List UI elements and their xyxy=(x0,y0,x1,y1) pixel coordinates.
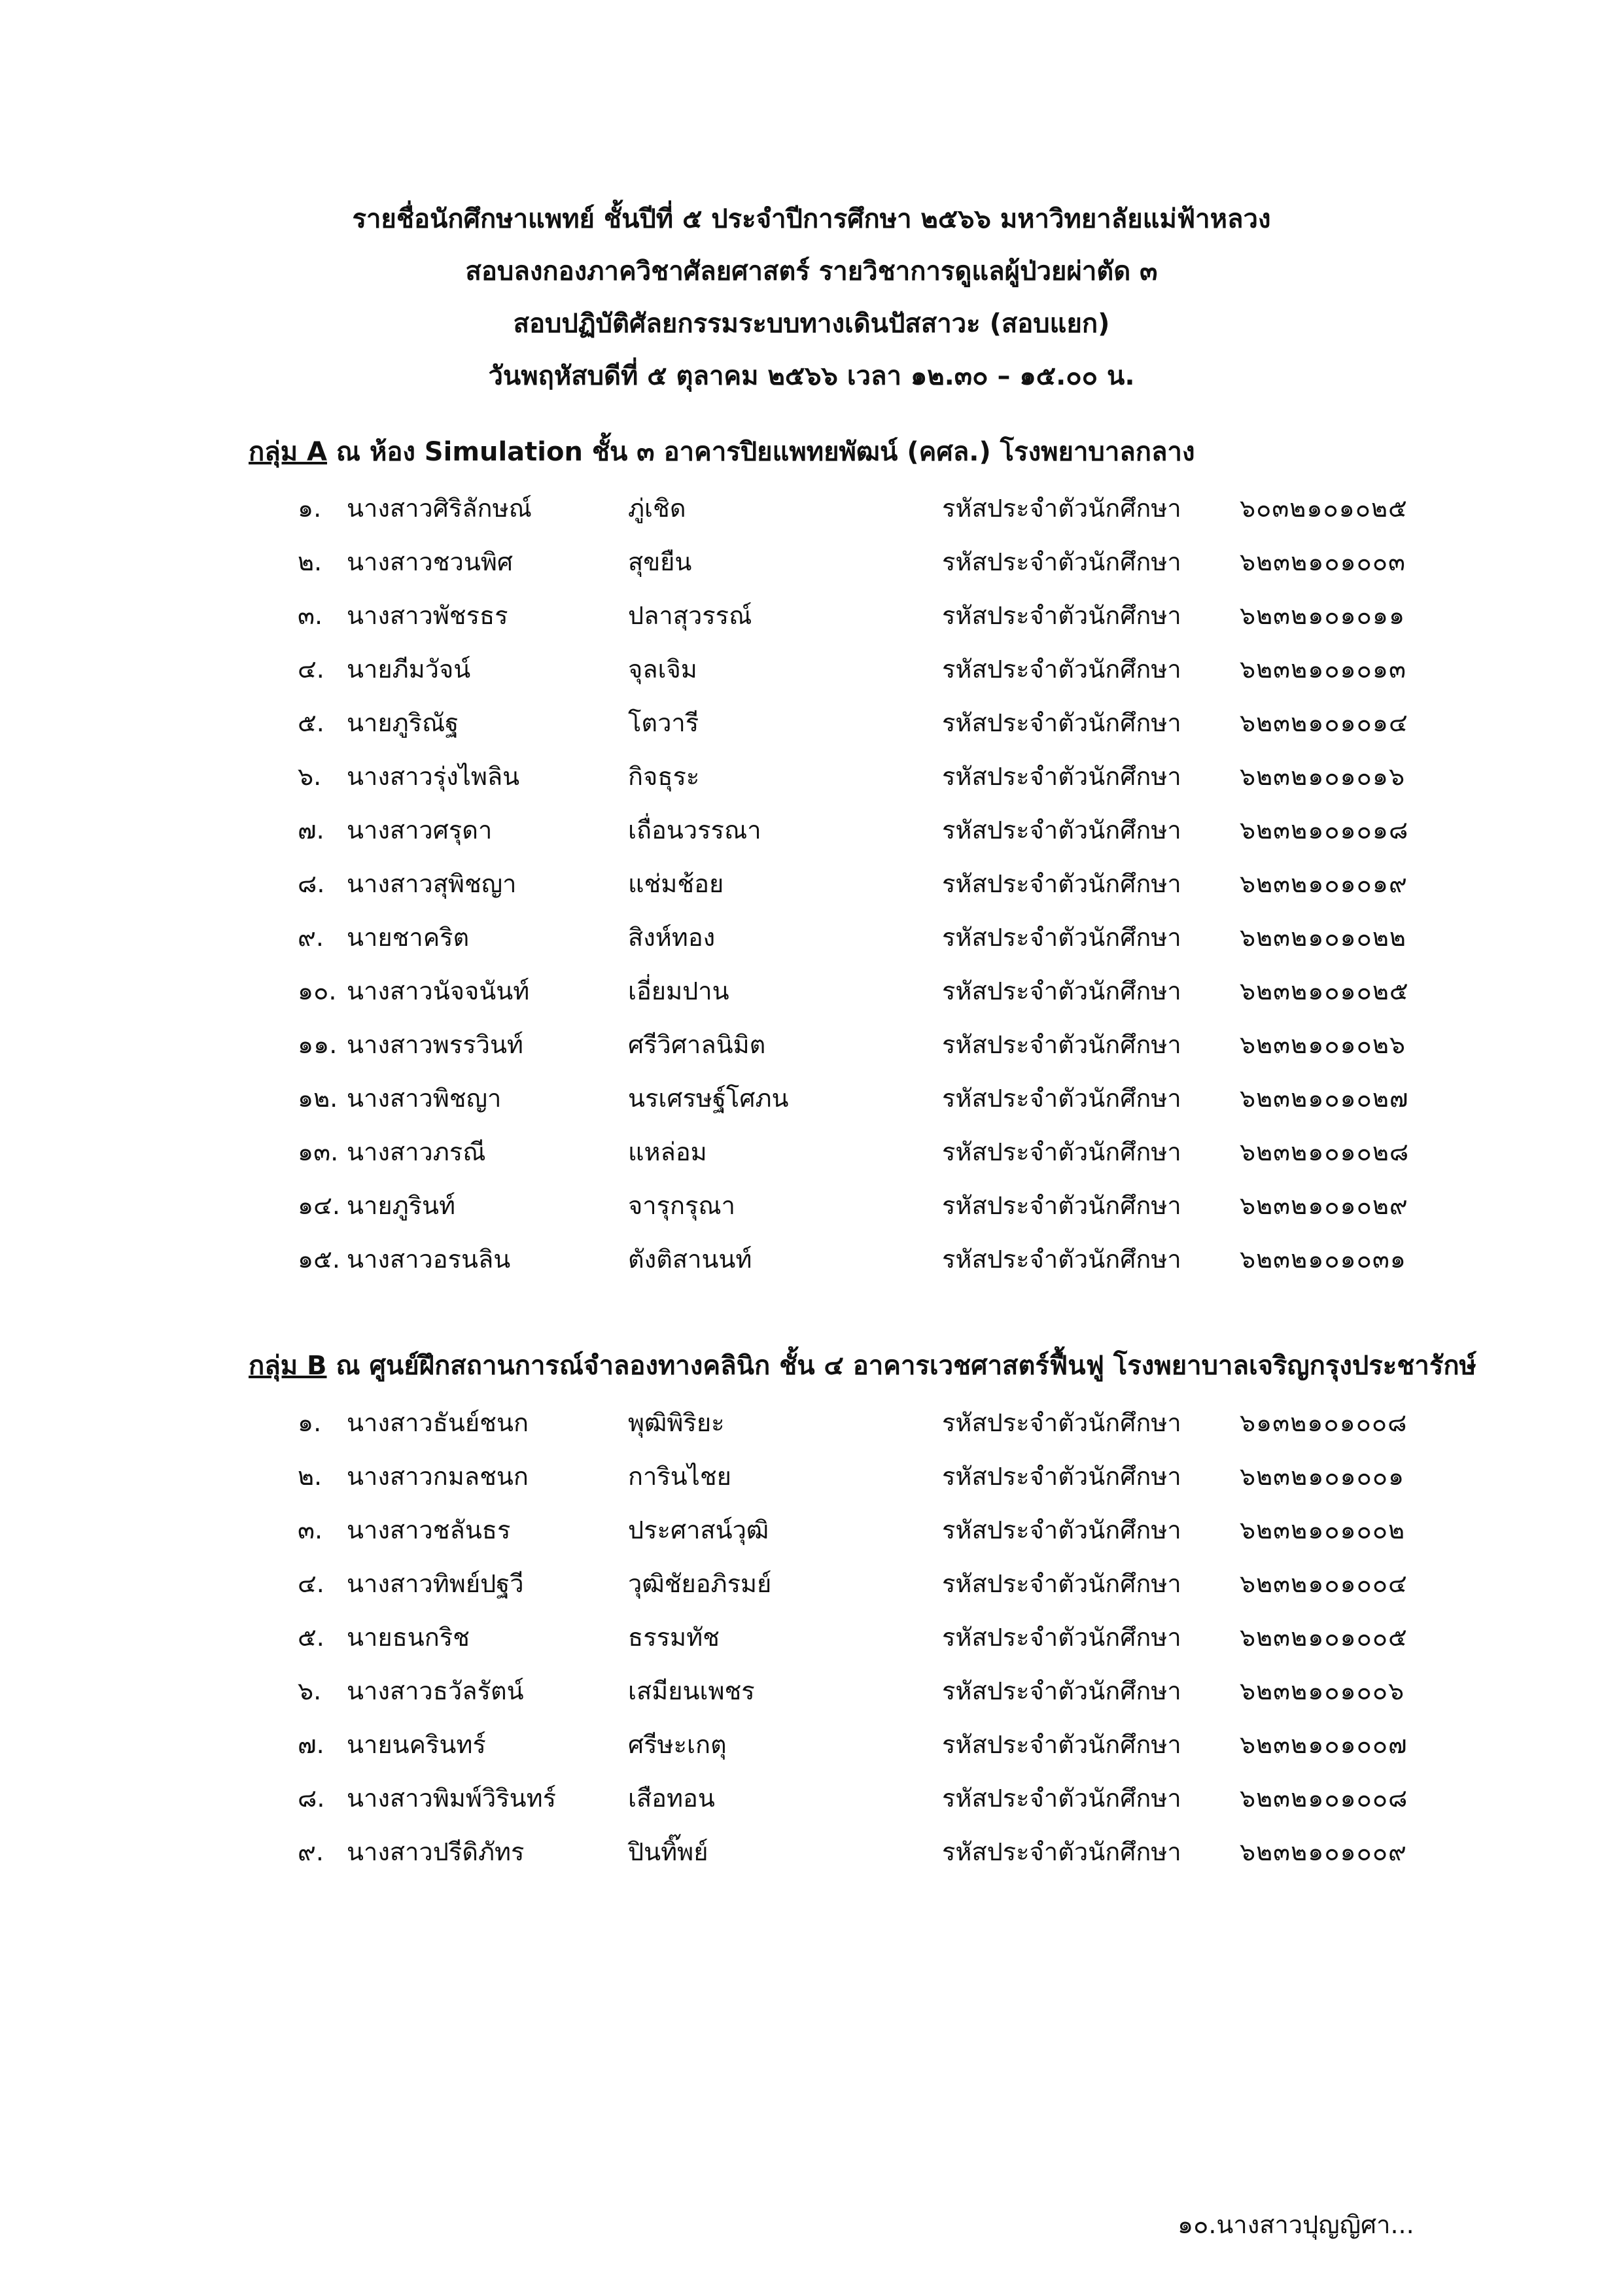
student-row xyxy=(0,637,1623,691)
title-line-2: สอบลงกองภาควิชาศัลยศาสตร์ รายวิชาการดูแลผู้ป่วยผ่าตัด ๓ xyxy=(465,256,1158,287)
student-number: ๑๔. xyxy=(298,1191,340,1220)
student-number: ๓. xyxy=(298,601,323,630)
student-id: ๖๒๓๒๑๐๑๐๐๕ xyxy=(1240,1623,1408,1652)
title-line-1: รายชื่อนักศึกษาแพทย์ ชั้นปีที่ ๕ ประจำปีการศึกษา ๒๕๖๖ มหาวิทยาลัยแม่ฟ้าหลวง xyxy=(352,204,1271,234)
student-number: ๑๒. xyxy=(298,1084,338,1113)
student-row xyxy=(0,798,1623,852)
student-row xyxy=(0,583,1623,637)
student-surname: แช่มช้อย xyxy=(628,869,724,898)
student-surname: แหล่อม xyxy=(628,1138,707,1166)
student-row xyxy=(0,1498,1623,1552)
student-row xyxy=(0,1659,1623,1713)
student-id: ๖๒๓๒๑๐๑๐๑๙ xyxy=(1240,869,1408,898)
student-id: ๖๒๓๒๑๐๑๐๑๑ xyxy=(1240,601,1406,630)
student-surname: วุฒิชัยอภิรมย์ xyxy=(628,1569,772,1598)
student-number: ๒. xyxy=(298,548,323,576)
student-row xyxy=(0,1766,1623,1820)
student-id-label: รหัสประจำตัวนักศึกษา xyxy=(942,1837,1181,1866)
student-name: นางสาวรุ่งไพลิน xyxy=(347,762,520,791)
student-id-label: รหัสประจำตัวนักศึกษา xyxy=(942,762,1181,791)
student-name: นางสาวสุพิชญา xyxy=(347,869,517,898)
student-name: นางสาวธวัลรัตน์ xyxy=(347,1677,524,1705)
group-a-location: ณ ห้อง Simulation ชั้น ๓ อาคารปิยแพทยพัฒน์ (คศล.) โรงพยาบาลกลาง xyxy=(326,437,1195,467)
student-number: ๙. xyxy=(298,923,324,952)
student-surname: เสือทอน xyxy=(628,1784,715,1813)
student-id: ๖๒๓๒๑๐๑๐๐๒ xyxy=(1240,1516,1406,1544)
student-id: ๖๒๓๒๑๐๑๐๐๗ xyxy=(1240,1730,1408,1759)
student-number: ๗. xyxy=(298,816,324,844)
student-id-label: รหัสประจำตัวนักศึกษา xyxy=(942,1516,1181,1544)
student-id-label: รหัสประจำตัวนักศึกษา xyxy=(942,816,1181,844)
student-id-label: รหัสประจำตัวนักศึกษา xyxy=(942,708,1181,737)
group-b-location: ณ ศูนย์ฝึกสถานการณ์จำลองทางคลินิก ชั้น ๔ อาคารเวชศาสตร์ฟื้นฟู โรงพยาบาลเจริญกรุงประชารักษ์ xyxy=(326,1351,1476,1381)
student-id-label: รหัสประจำตัวนักศึกษา xyxy=(942,977,1181,1005)
student-id: ๖๒๓๒๑๐๑๐๐๙ xyxy=(1240,1837,1407,1866)
student-number: ๓. xyxy=(298,1516,323,1544)
student-row xyxy=(0,691,1623,744)
student-name: นางสาวอรนลิน xyxy=(347,1245,511,1274)
student-row xyxy=(0,1066,1623,1120)
student-number: ๙. xyxy=(298,1837,324,1866)
student-number: ๑. xyxy=(298,494,322,523)
student-id-label: รหัสประจำตัวนักศึกษา xyxy=(942,548,1181,576)
student-name: นางสาวปรีดิภัทร xyxy=(347,1837,525,1866)
student-number: ๒. xyxy=(298,1462,323,1491)
title-line-4: วันพฤหัสบดีที่ ๕ ตุลาคม ๒๕๖๖ เวลา ๑๒.๓๐ – ๑๕.๐๐ น. xyxy=(488,361,1135,391)
student-number: ๘. xyxy=(298,1784,325,1813)
student-surname: เสมียนเพชร xyxy=(628,1677,755,1705)
student-surname: นรเศรษฐ์โศภน xyxy=(628,1084,789,1113)
student-name: นายชาคริต xyxy=(347,923,470,952)
student-id-label: รหัสประจำตัวนักศึกษา xyxy=(942,923,1181,952)
student-id: ๖๑๓๒๑๐๑๐๐๘ xyxy=(1240,1408,1408,1437)
student-id: ๖๒๓๒๑๐๑๐๐๓ xyxy=(1240,548,1406,576)
student-row xyxy=(0,1120,1623,1174)
student-surname: เอี่ยมปาน xyxy=(628,977,729,1005)
student-id-label: รหัสประจำตัวนักศึกษา xyxy=(942,1191,1181,1220)
student-id: ๖๒๓๒๑๐๑๐๓๑ xyxy=(1240,1245,1406,1274)
student-id: ๖๒๓๒๑๐๑๐๒๖ xyxy=(1240,1030,1406,1059)
student-surname: พุฒิพิริยะ xyxy=(628,1408,725,1437)
student-row xyxy=(0,1391,1623,1444)
student-id: ๖๒๓๒๑๐๑๐๒๘ xyxy=(1240,1138,1410,1166)
student-number: ๕. xyxy=(298,1623,324,1652)
student-id-label: รหัสประจำตัวนักศึกษา xyxy=(942,601,1181,630)
student-id: ๖๐๓๒๑๐๑๐๒๕ xyxy=(1240,494,1408,523)
student-row xyxy=(0,1174,1623,1227)
student-surname: สุขยืน xyxy=(628,548,692,576)
document-title xyxy=(0,193,1623,402)
student-row xyxy=(0,1227,1623,1281)
student-surname: จุลเจิม xyxy=(628,655,697,684)
student-number: ๖. xyxy=(298,1677,322,1705)
student-name: นางสาวพรรวินท์ xyxy=(347,1030,523,1059)
student-number: ๘. xyxy=(298,869,325,898)
student-surname: ตังติสานนท์ xyxy=(628,1245,752,1274)
student-id: ๖๒๓๒๑๐๑๐๑๔ xyxy=(1240,708,1408,737)
student-row xyxy=(0,1013,1623,1066)
student-surname: การินไชย xyxy=(628,1462,731,1491)
student-row xyxy=(0,530,1623,583)
student-number: ๗. xyxy=(298,1730,324,1759)
student-number: ๑๕. xyxy=(298,1245,340,1274)
student-number: ๔. xyxy=(298,1569,324,1598)
student-surname: เถื่อนวรรณา xyxy=(628,816,761,844)
student-name: นางสาวกมลชนก xyxy=(347,1462,529,1491)
student-number: ๕. xyxy=(298,708,324,737)
student-id-label: รหัสประจำตัวนักศึกษา xyxy=(942,1730,1181,1759)
student-name: นางสาวพัชรธร xyxy=(347,601,508,630)
student-row xyxy=(0,1444,1623,1498)
student-id: ๖๒๓๒๑๐๑๐๑๓ xyxy=(1240,655,1406,684)
student-surname: จารุกรุณา xyxy=(628,1191,736,1220)
student-number: ๑. xyxy=(298,1408,322,1437)
continuation-note: ๑๐.นางสาวปุญญิศา... xyxy=(1178,2210,1414,2239)
student-name: นายภูริณัฐ xyxy=(347,708,459,737)
group-b-student-list xyxy=(0,1391,1623,1873)
student-name: นายภูรินท์ xyxy=(347,1191,456,1220)
student-id-label: รหัสประจำตัวนักศึกษา xyxy=(942,494,1181,523)
student-id-label: รหัสประจำตัวนักศึกษา xyxy=(942,1245,1181,1274)
student-surname: ศรีวิศาลนิมิต xyxy=(628,1030,766,1059)
student-row xyxy=(0,1820,1623,1873)
student-id-label: รหัสประจำตัวนักศึกษา xyxy=(942,1784,1181,1813)
student-surname: ปลาสุวรรณ์ xyxy=(628,601,752,630)
student-id: ๖๒๓๒๑๐๑๐๒๕ xyxy=(1240,977,1409,1005)
student-name: นางสาวภรณี xyxy=(347,1138,486,1166)
student-id: ๖๒๓๒๑๐๑๐๑๘ xyxy=(1240,816,1409,844)
student-id: ๖๒๓๒๑๐๑๐๐๑ xyxy=(1240,1462,1405,1491)
group-a-student-list xyxy=(0,476,1623,1281)
student-surname: ประศาสน์วุฒิ xyxy=(628,1516,769,1544)
group-a-heading xyxy=(249,430,1557,472)
student-number: ๑๐. xyxy=(298,977,337,1005)
student-name: นายภีมวัจน์ xyxy=(347,655,471,684)
student-name: นายนครินทร์ xyxy=(347,1730,486,1759)
student-name: นางสาวชวนพิศ xyxy=(347,548,514,576)
student-name: นางสาวนัจจนันท์ xyxy=(347,977,530,1005)
student-surname: โตวารี xyxy=(628,708,699,737)
student-id: ๖๒๓๒๑๐๑๐๒๙ xyxy=(1240,1191,1408,1220)
student-id-label: รหัสประจำตัวนักศึกษา xyxy=(942,1138,1181,1166)
student-id-label: รหัสประจำตัวนักศึกษา xyxy=(942,1677,1181,1705)
student-id-label: รหัสประจำตัวนักศึกษา xyxy=(942,869,1181,898)
student-name: นางสาวพิมพ์วิรินทร์ xyxy=(347,1784,557,1813)
student-id: ๖๒๓๒๑๐๑๐๐๔ xyxy=(1240,1569,1408,1598)
student-surname: ภู่เชิด xyxy=(628,494,686,523)
student-name: นางสาวศรุดา xyxy=(347,816,493,844)
student-name: นางสาวศิริลักษณ์ xyxy=(347,494,532,523)
student-name: นางสาวพิชญา xyxy=(347,1084,502,1113)
student-surname: สิงห์ทอง xyxy=(628,923,716,952)
student-id-label: รหัสประจำตัวนักศึกษา xyxy=(942,655,1181,684)
title-line-3: สอบปฏิบัติศัลยกรรมระบบทางเดินปัสสาวะ (สอบแยก) xyxy=(513,309,1110,339)
student-id: ๖๒๓๒๑๐๑๐๐๘ xyxy=(1240,1784,1408,1813)
student-number: ๑๑. xyxy=(298,1030,338,1059)
student-id: ๖๒๓๒๑๐๑๐๒๗ xyxy=(1240,1084,1409,1113)
student-row xyxy=(0,905,1623,959)
student-name: นายธนกริช xyxy=(347,1623,470,1652)
student-row xyxy=(0,1713,1623,1766)
student-id: ๖๒๓๒๑๐๑๐๑๖ xyxy=(1240,762,1406,791)
student-name: นางสาวทิพย์ปฐวี xyxy=(347,1569,524,1598)
student-row xyxy=(0,744,1623,798)
group-b-label: กลุ่ม B xyxy=(249,1351,327,1381)
student-number: ๑๓. xyxy=(298,1138,339,1166)
student-row xyxy=(0,852,1623,905)
student-id-label: รหัสประจำตัวนักศึกษา xyxy=(942,1569,1181,1598)
student-row xyxy=(0,959,1623,1013)
student-surname: กิจธุระ xyxy=(628,762,700,791)
student-id: ๖๒๓๒๑๐๑๐๒๒ xyxy=(1240,923,1406,952)
student-name: นางสาวชลันธร xyxy=(347,1516,511,1544)
student-surname: ปินทิ๊พย์ xyxy=(628,1837,708,1866)
group-b-heading xyxy=(249,1344,1557,1386)
student-row xyxy=(0,1552,1623,1605)
student-row xyxy=(0,476,1623,530)
student-id-label: รหัสประจำตัวนักศึกษา xyxy=(942,1408,1181,1437)
student-surname: ศรีษะเกตุ xyxy=(628,1730,727,1759)
student-id-label: รหัสประจำตัวนักศึกษา xyxy=(942,1084,1181,1113)
student-id-label: รหัสประจำตัวนักศึกษา xyxy=(942,1623,1181,1652)
student-id-label: รหัสประจำตัวนักศึกษา xyxy=(942,1462,1181,1491)
student-row xyxy=(0,1605,1623,1659)
student-surname: ธรรมทัช xyxy=(628,1623,720,1652)
student-id-label: รหัสประจำตัวนักศึกษา xyxy=(942,1030,1181,1059)
student-number: ๖. xyxy=(298,762,322,791)
group-a-label: กลุ่ม A xyxy=(249,437,327,467)
student-id: ๖๒๓๒๑๐๑๐๐๖ xyxy=(1240,1677,1405,1705)
student-number: ๔. xyxy=(298,655,324,684)
student-name: นางสาวธันย์ชนก xyxy=(347,1408,529,1437)
